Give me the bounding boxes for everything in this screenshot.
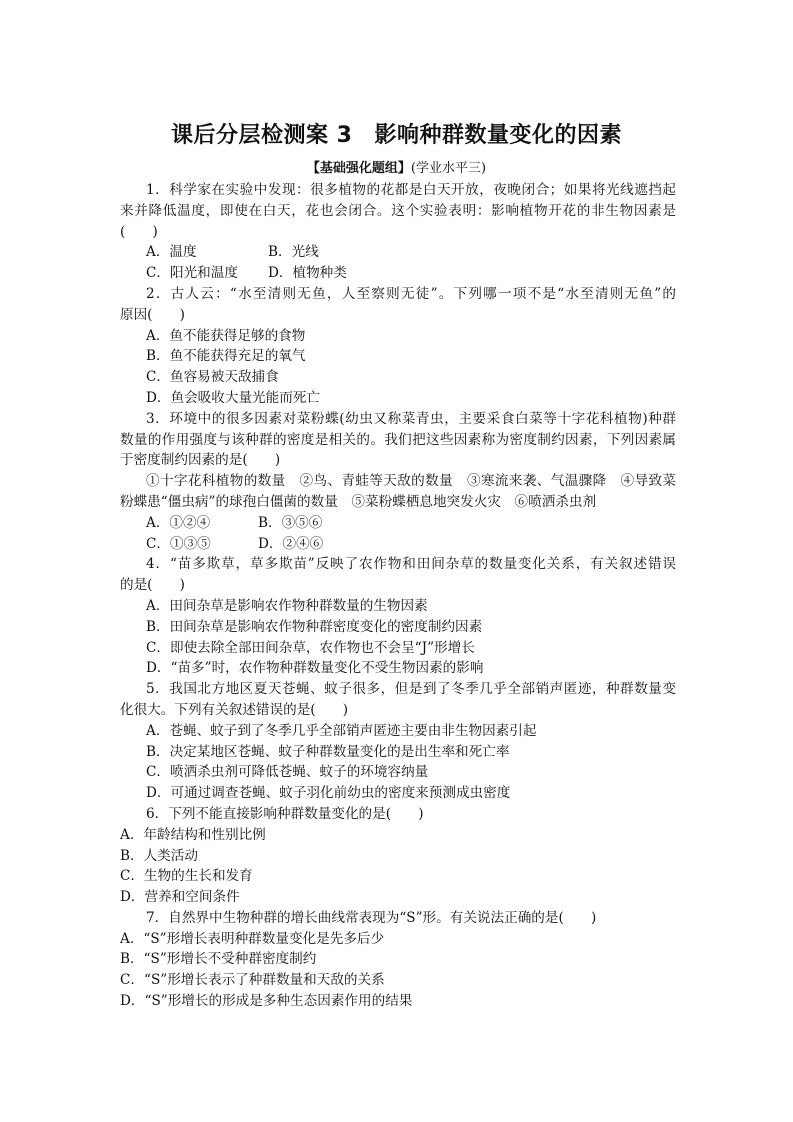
section-level: (学业水平三) (410, 161, 487, 176)
question-3 (120, 409, 676, 555)
option-c: C．即使去除全部田间杂草，农作物也不会呈“J”形增长 (146, 639, 475, 656)
option-row (120, 346, 676, 367)
option-row (120, 638, 676, 659)
question-stem-line: 来并降低温度，即使在白天，花也会闭合。这个实验表明：影响植物开花的非生物因素是 (120, 202, 676, 219)
option-b: B．光线 (268, 244, 319, 261)
option-row (120, 326, 676, 347)
question-2 (120, 284, 676, 409)
option-d: D．植物种类 (268, 265, 347, 282)
question-5 (120, 679, 676, 804)
question-stem-line: 数量的作用强度与该种群的密度是相关的。我们把这些因素称为密度制约因素，下列因素属 (120, 431, 676, 448)
section-label: 【基础强化题组】 (306, 161, 411, 176)
question-stem-line: 于密度制约因素的是( ) (120, 452, 281, 469)
option-row (120, 846, 676, 867)
option-row (120, 388, 676, 409)
option-row (120, 929, 676, 950)
question-list (120, 180, 676, 1012)
option-d: D．“S”形增长的形成是多种生态因素作用的结果 (120, 993, 413, 1010)
option-a: A．温度 (146, 244, 197, 261)
option-a: A．苍蝇、蚊子到了冬季几乎全部销声匿迹主要由非生物因素引起 (146, 722, 537, 739)
question-stem-line: 原因( ) (120, 306, 185, 323)
option-c: C．阳光和温度 (146, 265, 238, 282)
question-stem-line: 4．“苗多欺草，草多欺苗”反映了农作物和田间杂草的数量变化关系，有关叙述错误 (146, 556, 676, 573)
option-row (120, 783, 676, 804)
option-d: D．营养和空间条件 (120, 889, 240, 906)
question-7 (120, 908, 676, 1012)
question-stem-line: 7．自然界中生物种群的增长曲线常表现为“S”形。有关说法正确的是( ) (146, 909, 597, 926)
question-4 (120, 554, 676, 679)
question-stem-line: 2．古人云：“水至清则无鱼，人至察则无徒”。下列哪一项不是“水至清则无鱼”的 (146, 285, 676, 302)
option-row (120, 887, 676, 908)
option-row (120, 991, 676, 1012)
option-row (120, 263, 676, 284)
option-row (120, 825, 676, 846)
option-a: A．①②④ (146, 514, 211, 531)
question-1 (120, 180, 676, 284)
section-heading (0, 157, 793, 176)
option-row (120, 242, 676, 263)
option-row (120, 742, 676, 763)
question-stem-line: 6．下列不能直接影响种群数量变化的是( ) (146, 805, 424, 822)
option-d: D．鱼会吸收大量光能而死亡 (146, 389, 321, 406)
question-stem-line: 化很大。下列有关叙述错误的是( ) (120, 701, 349, 718)
question-stem-line: 5．我国北方地区夏天苍蝇、蚊子很多，但是到了冬季几乎全部销声匿迹，种群数量变 (146, 681, 676, 698)
page-title (0, 118, 793, 149)
option-row (120, 970, 676, 991)
question-stem-line: ( ) (120, 223, 158, 240)
option-row (120, 658, 676, 679)
option-row (120, 949, 676, 970)
option-c: C．生物的生长和发育 (120, 868, 253, 885)
option-a: A．“S”形增长表明种群数量变化是先多后少 (120, 930, 385, 947)
question-stem-line: 粉蝶患“僵虫病”的球孢白僵菌的数量 ⑤菜粉蝶栖息地突发火灾 ⑥喷洒杀虫剂 (120, 493, 597, 510)
question-6 (120, 804, 676, 908)
option-b: B．“S”形增长不受种群密度制约 (120, 951, 317, 968)
title-topic: 影响种群数量变化的因素 (374, 123, 622, 148)
question-stem-line: ①十字花科植物的数量 ②鸟、青蛙等天敌的数量 ③寒流来袭、气温骤降 ④导致菜 (146, 473, 676, 490)
option-c: C．鱼容易被天敌捕食 (146, 369, 279, 386)
option-row (120, 513, 676, 534)
option-row (120, 866, 676, 887)
option-row (120, 721, 676, 742)
option-row (120, 534, 676, 555)
option-b: B．③⑤⑥ (258, 514, 323, 531)
option-d: D．“苗多”时，农作物种群数量变化不受生物因素的影响 (146, 660, 484, 677)
option-a: A．田间杂草是影响农作物种群数量的生物因素 (146, 597, 428, 614)
option-c: C．喷洒杀虫剂可降低苍蝇、蚊子的环境容纳量 (146, 764, 429, 781)
option-b: B．田间杂草是影响农作物种群密度变化的密度制约因素 (146, 618, 483, 635)
option-a: A．年龄结构和性别比例 (120, 826, 266, 843)
question-stem-line: 3．环境中的很多因素对菜粉蝶(幼虫又称菜青虫，主要采食白菜等十字花科植物)种群 (146, 410, 676, 427)
option-b: B．决定某地区苍蝇、蚊子种群数量变化的是出生率和死亡率 (146, 743, 510, 760)
option-row (120, 596, 676, 617)
option-d: D．②④⑥ (258, 535, 324, 552)
option-b: B．人类活动 (120, 847, 198, 864)
option-a: A．鱼不能获得足够的食物 (146, 327, 306, 344)
option-row (120, 762, 676, 783)
option-row (120, 617, 676, 638)
option-row (120, 367, 676, 388)
option-b: B．鱼不能获得充足的氧气 (146, 348, 306, 365)
question-stem-line: 1．科学家在实验中发现：很多植物的花都是白天开放，夜晚闭合；如果将光线遮挡起 (146, 182, 676, 198)
option-d: D．可通过调查苍蝇、蚊子羽化前幼虫的密度来预测成虫密度 (146, 785, 511, 802)
title-main: 课后分层检测案 3 (171, 123, 353, 148)
option-c: C．“S”形增长表示了种群数量和天敌的关系 (120, 972, 385, 989)
question-stem-line: 的是( ) (120, 577, 185, 594)
option-c: C．①③⑤ (146, 535, 211, 552)
